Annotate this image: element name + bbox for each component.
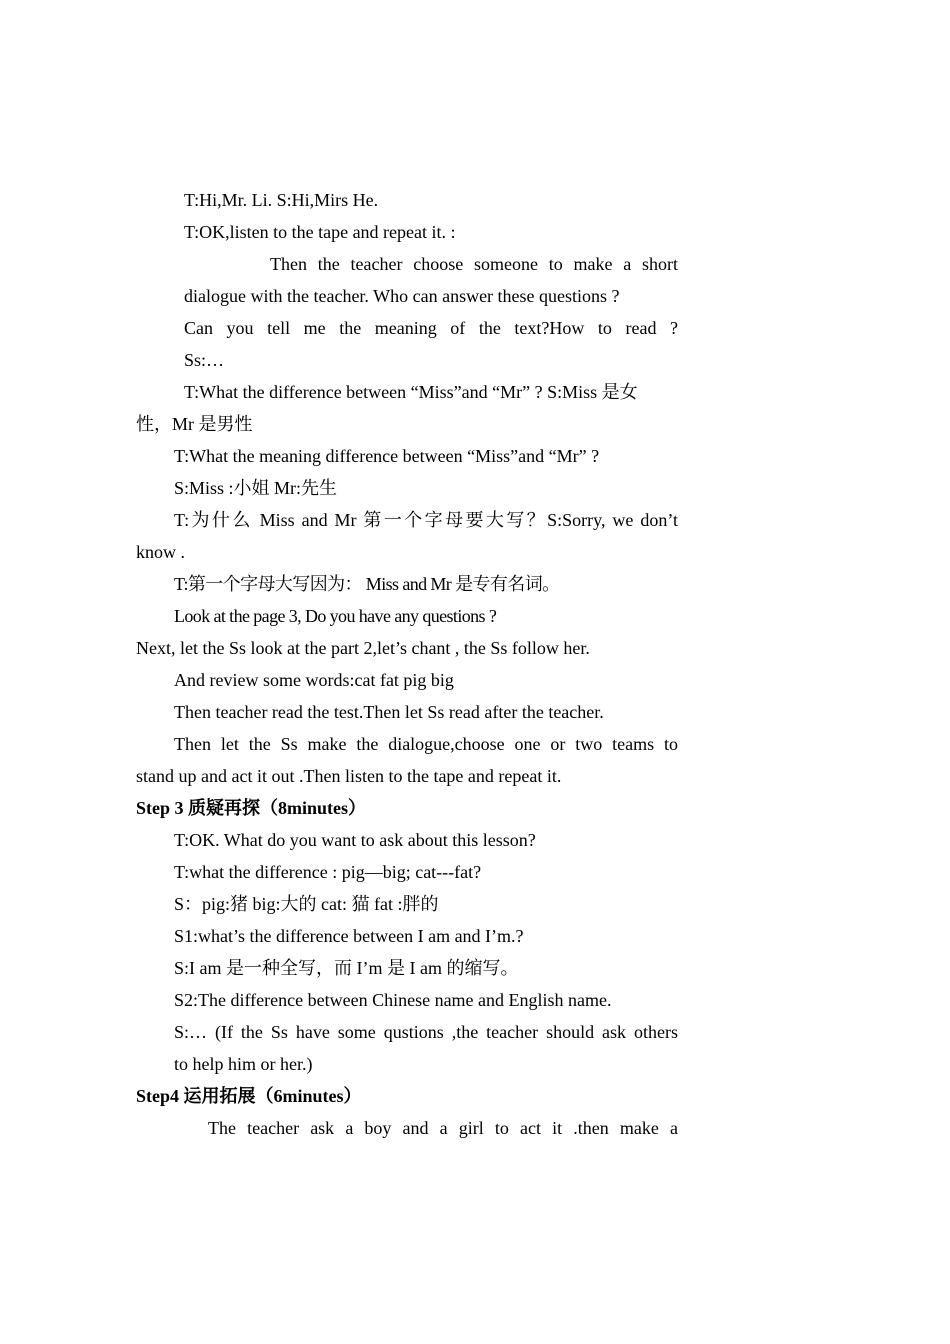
text-line: Then teacher read the test.Then let Ss read after the teacher. <box>174 702 604 722</box>
text-line: Then the teacher choose someone to make a short <box>270 254 678 274</box>
text-line: Next, let the Ss look at the part 2,let’s chant , the Ss follow her. <box>136 638 590 658</box>
section-heading: Step4 运用拓展（6minutes） <box>136 1086 362 1106</box>
text-line: T:第一个字母大写因为： Miss and Mr 是专有名词。 <box>174 574 560 594</box>
text-line: Look at the page 3, Do you have any questions ? <box>174 606 497 626</box>
text-line: S:… (If the Ss have some qustions ,the teacher should ask others <box>174 1022 678 1042</box>
text-line: Then let the Ss make the dialogue,choose one or two teams to <box>174 734 678 754</box>
text-line: T:what the difference : pig—big; cat---fat? <box>174 862 482 882</box>
text-line: The teacher ask a boy and a girl to act it .then make a <box>208 1118 678 1138</box>
text-line: stand up and act it out .Then listen to the tape and repeat it. <box>136 766 562 786</box>
text-line: T:What the meaning difference between “Miss”and “Mr” ? <box>174 446 600 466</box>
text-line: Ss:… <box>184 350 225 370</box>
text-line: to help him or her.) <box>174 1054 313 1074</box>
text-line: S1:what’s the difference between I am and I’m.? <box>174 926 524 946</box>
text-line: S2:The difference between Chinese name and English name. <box>174 990 612 1010</box>
text-line: T:OK. What do you want to ask about this lesson? <box>174 830 536 850</box>
text-line: S:I am 是一种全写，而 I’m 是 I am 的缩写。 <box>174 958 519 978</box>
text-line: 性，Mr 是男性 <box>136 414 253 434</box>
text-line: Can you tell me the meaning of the text?How to read ? <box>184 318 678 338</box>
text-line: T:为什么 Miss and Mr 第一个字母要大写？S:Sorry, we don’t <box>174 510 678 530</box>
text-line: S:Miss :小姐 Mr:先生 <box>174 478 338 498</box>
text-line: know . <box>136 542 185 562</box>
text-line: And review some words:cat fat pig big <box>174 670 454 690</box>
text-line: T:What the difference between “Miss”and “Mr” ? S:Miss 是女 <box>184 382 638 402</box>
section-heading: Step 3 质疑再探（8minutes） <box>136 798 367 818</box>
text-line: T:Hi,Mr. Li. S:Hi,Mirs He. <box>184 190 379 210</box>
text-line: S：pig:猪 big:大的 cat: 猫 fat :胖的 <box>174 894 439 914</box>
text-line: dialogue with the teacher. Who can answer these questions ? <box>184 286 620 306</box>
text-line: T:OK,listen to the tape and repeat it. : <box>184 222 456 242</box>
